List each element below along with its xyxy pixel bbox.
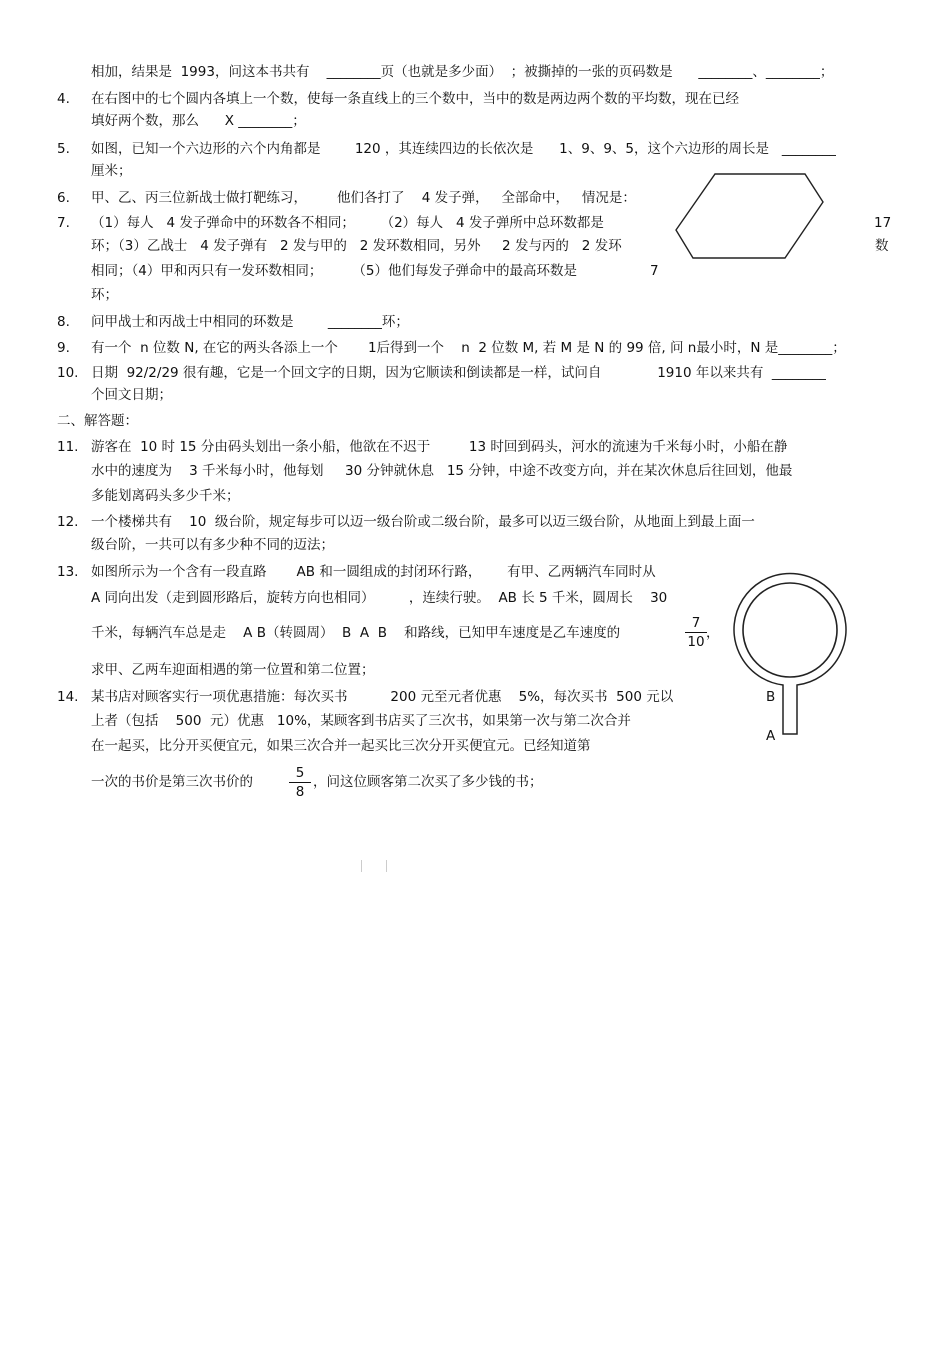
q6-number: 6. <box>57 190 70 206</box>
q7-value-7: 7 <box>650 263 659 279</box>
q14-fraction-numerator: 5 <box>295 765 305 781</box>
fraction-bar <box>685 632 707 633</box>
q5-line2: 厘米； <box>91 163 132 179</box>
q7-line1: （1）每人 4 发子弹命中的环数各不相同； （2）每人 4 发子弹所中总环数都是 <box>91 215 604 231</box>
q12-number: 12. <box>57 514 79 530</box>
q6-line1: 甲、乙、丙三位新战士做打靶练习， 他们各打了 4 发子弹， 全部命中， 情况是： <box>91 190 636 206</box>
q12-line2: 级台阶，一共可以有多少种不同的迈法； <box>91 537 334 553</box>
q13-line1: 如图所示为一个含有一段直路 AB 和一圆组成的封闭环行路， 有甲、乙两辆汽车同时从 <box>91 564 656 580</box>
q14-line4b: ，问这位顾客第二次买了多少钱的书； <box>313 774 543 790</box>
fraction-bar <box>289 782 311 783</box>
faint-mark <box>386 860 387 872</box>
point-a-label: A <box>766 728 776 744</box>
q7-line4: 环； <box>91 287 118 303</box>
point-b-label: B <box>766 689 776 705</box>
hexagon-shape <box>676 174 823 258</box>
ring-road-outline <box>734 573 846 734</box>
q13-fraction-numerator: 7 <box>691 615 701 631</box>
q14-line2: 上者（包括 500 元）优惠 10%，某顾客到书店买了三次书，如果第一次与第二次合并 <box>91 713 631 729</box>
q14-number: 14. <box>57 689 79 705</box>
q14-line1: 某书店对顾客实行一项优惠措施：每次买书 200 元至元者优惠 5%，每次买书 500 元以 <box>91 689 674 705</box>
hexagon-figure <box>675 172 825 262</box>
faint-mark <box>361 860 362 872</box>
q7-line3: 相同；（4）甲和丙只有一发环数相同； （5）他们每发子弹命中的最高环数是 <box>91 263 577 279</box>
q9-line1: 有一个 n 位数 N, 在它的两头各添上一个 1后得到一个 n 2 位数 M, 若 M 是 N 的 99 倍, 问 n最小时，N 是________； <box>91 340 846 356</box>
q12-line1: 一个楼梯共有 10 级台阶，规定每步可以迈一级台阶或二级台阶，最多可以迈三级台阶，从地面上到最上面一 <box>91 514 755 530</box>
q7-shu: 数 <box>875 238 889 254</box>
q14-line4a: 一次的书价是第三次书价的 <box>91 774 253 790</box>
q10-number: 10. <box>57 365 79 381</box>
q4-line2: 填好两个数，那么 X ________； <box>91 113 306 129</box>
q4-number: 4. <box>57 91 70 107</box>
q14-fraction-denominator: 8 <box>295 784 305 800</box>
q7-line2: 环；（3）乙战士 4 发子弹有 2 发与甲的 2 发环数相同，另外 2 发与丙的 2 发环 <box>91 238 622 254</box>
q10-line1: 日期 92/2/29 很有趣，它是一个回文字的日期，因为它顺读和倒读都是一样，试问自 1910 年以来共有 ________ <box>91 365 826 381</box>
q8-number: 8. <box>57 314 70 330</box>
section-heading: 二、解答题： <box>57 413 138 429</box>
q14-fraction <box>289 765 311 800</box>
q11-line2: 水中的速度为 3 千米每小时，他每划 30 分钟就休息 15 分钟，中途不改变方向，并在某次休息后往回划，他最 <box>91 463 793 479</box>
ring-road-inner-circle <box>743 583 837 677</box>
q13-fraction <box>685 615 707 650</box>
q13-fraction-denominator: 10 <box>687 634 705 650</box>
q14-line3: 在一起买，比分开买便宜元，如果三次合并一起买比三次分开买便宜元。已经知道第 <box>91 738 591 754</box>
q13-number: 13. <box>57 564 79 580</box>
ring-road-figure <box>730 568 850 743</box>
q7-value-17: 17 <box>874 215 892 231</box>
q11-line3: 多能划离码头多少千米； <box>91 488 240 504</box>
q13-comma: ， <box>706 625 720 641</box>
q11-line1: 游客在 10 时 15 分由码头划出一条小船，他欲在不迟于 13 时回到码头，河水的流速为千米每小时，小船在静 <box>91 439 788 455</box>
q10-line2: 个回文日期； <box>91 387 172 403</box>
q7-number: 7. <box>57 215 70 231</box>
q3-continuation: 相加，结果是 1993，问这本书共有 ________页（也就是多少面） ；被撕掉的一张的页码数是 ________、________； <box>91 64 834 80</box>
q11-number: 11. <box>57 439 79 455</box>
q13-line3: 千米，每辆汽车总是走 A B（转圆周） B A B 和路线，已知甲车速度是乙车速度的 <box>91 625 621 641</box>
q5-line1: 如图，已知一个六边形的六个内角都是 120 ，其连续四边的长依次是 1、9、9、5，这个六边形的周长是 ________ <box>91 141 836 157</box>
q13-line2: A 同向出发（走到圆形路后，旋转方向也相同） ，连续行驶。 AB 长 5 千米，圆周长 30 <box>91 590 668 606</box>
q4-line1: 在右图中的七个圆内各填上一个数，使每一条直线上的三个数中，当中的数是两边两个数的平均数，现在已经 <box>91 91 739 107</box>
q5-number: 5. <box>57 141 70 157</box>
q13-line4: 求甲、乙两车迎面相遇的第一位置和第二位置； <box>91 662 375 678</box>
q8-line1: 问甲战士和丙战士中相同的环数是 ________环； <box>91 314 409 330</box>
q9-number: 9. <box>57 340 70 356</box>
